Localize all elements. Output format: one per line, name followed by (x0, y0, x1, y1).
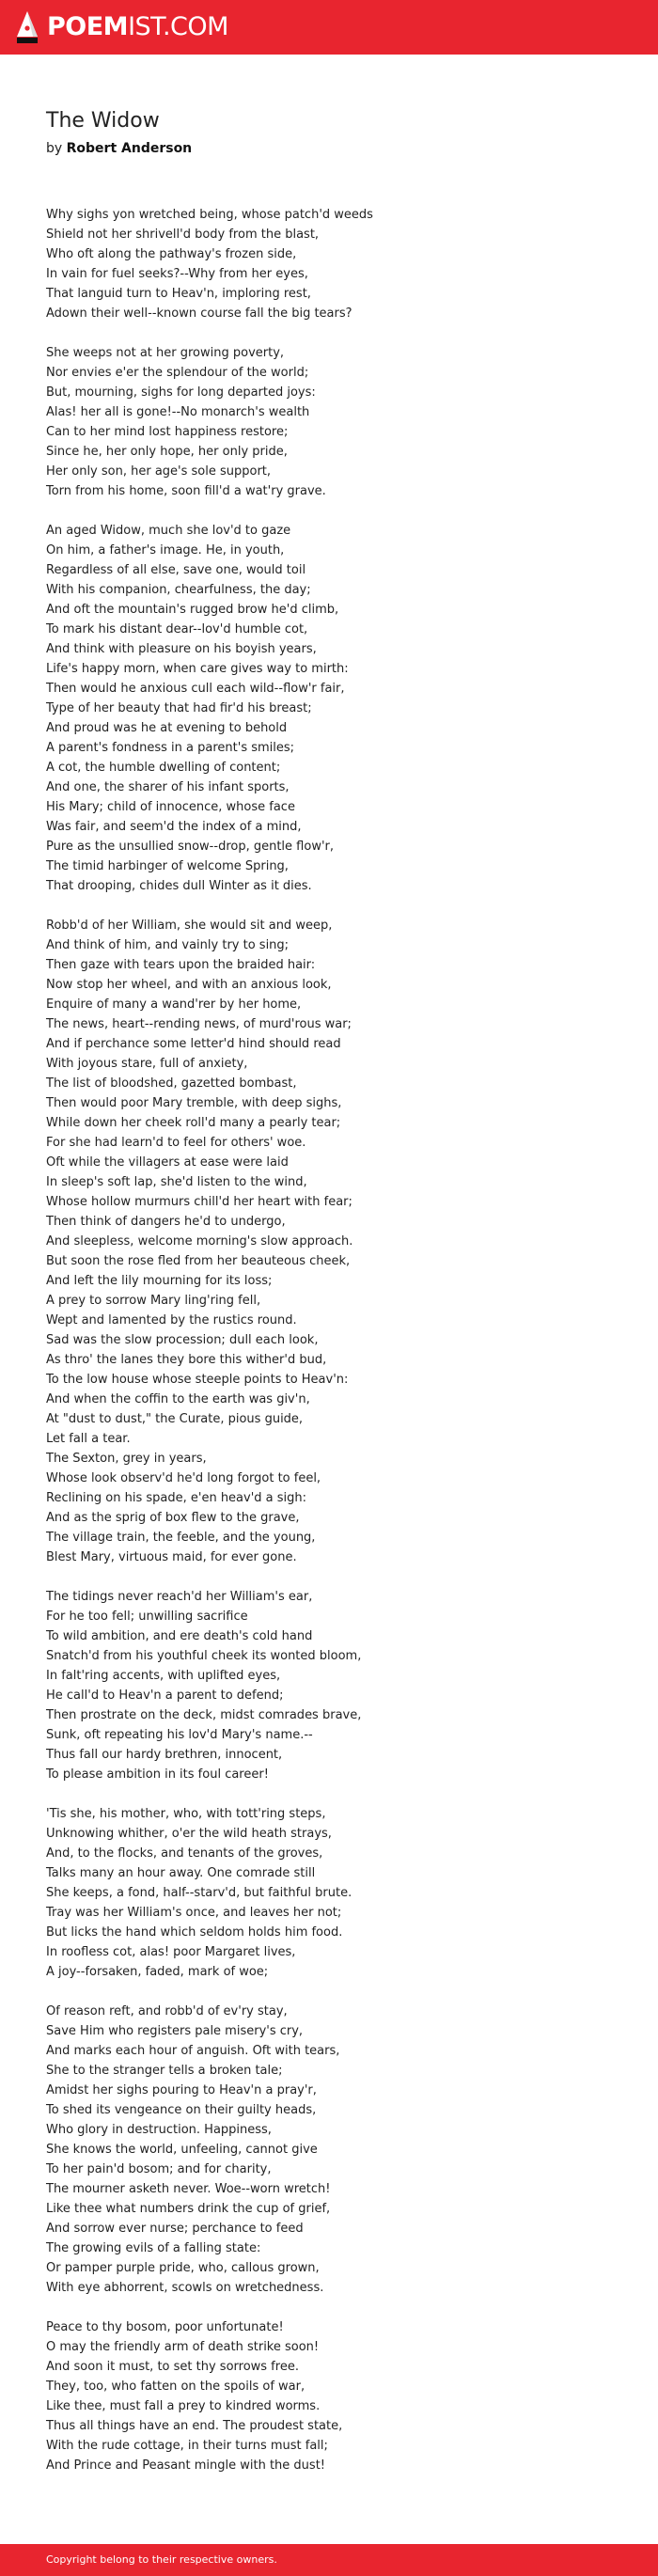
poem-line: That languid turn to Heav'n, imploring rest, (46, 287, 311, 301)
poem-line: And when the coffin to the earth was giv'n, (46, 1392, 310, 1406)
poem-line: Amidst her sighs pouring to Heav'n a pray'r, (46, 2083, 317, 2097)
poem-line: Now stop her wheel, and with an anxious look, (46, 978, 332, 992)
poem-line: And proud was he at evening to behold (46, 721, 288, 735)
poem-line: Since he, her only hope, her only pride, (46, 445, 288, 459)
poem-line: He call'd to Heav'n a parent to defend; (46, 1689, 284, 1703)
poem-line: A cot, the humble dwelling of content; (46, 761, 281, 775)
poem-stanza (46, 521, 629, 896)
poem-line: Can to her mind lost happiness restore; (46, 425, 289, 439)
poem-line: Then think of dangers he'd to undergo, (46, 1215, 286, 1229)
poem-line: And think of him, and vainly try to sing; (46, 938, 290, 952)
poem-line: And left the lily mourning for its loss; (46, 1274, 273, 1288)
poem-line: To mark his distant dear--lov'd humble cot, (46, 622, 308, 636)
poem-line: She weeps not at her growing poverty, (46, 346, 285, 360)
poem-line: Then gaze with tears upon the braided hair: (46, 958, 316, 972)
poem-line: And sorrow ever nurse; perchance to feed (46, 2222, 304, 2236)
poem-stanza (46, 1587, 629, 1784)
poem-line: Wept and lamented by the rustics round. (46, 1313, 297, 1327)
poem-line: And if perchance some letter'd hind should read (46, 1037, 341, 1051)
poem-line: As thro' the lanes they bore this wither'd bud, (46, 1353, 327, 1367)
poem-line: And, to the flocks, and tenants of the groves, (46, 1846, 323, 1861)
poem-line: Her only son, her age's sole support, (46, 464, 272, 479)
poem-line: And marks each hour of anguish. Oft with tears, (46, 2044, 340, 2058)
poem-stanza (46, 2002, 629, 2298)
poem-line: For she had learn'd to feel for others' woe. (46, 1136, 306, 1150)
poem-line: And as the sprig of box flew to the grave, (46, 1511, 300, 1525)
poem-line: She knows the world, unfeeling, cannot give (46, 2143, 318, 2157)
site-footer (0, 2544, 658, 2576)
poem-line: And sleepless, welcome morning's slow approach. (46, 1234, 353, 1249)
poem-line: They, too, who fatten on the spoils of war, (46, 2380, 306, 2394)
poem-line: On him, a father's image. He, in youth, (46, 543, 285, 558)
poem-line: And think with pleasure on his boyish years, (46, 642, 317, 656)
poem-line: Let fall a tear. (46, 1432, 131, 1446)
poem-line: Unknowing whither, o'er the wild heath strays, (46, 1827, 332, 1841)
poem-line: Robb'd of her William, she would sit and weep, (46, 919, 333, 933)
logo-text (47, 10, 228, 44)
poem-line: Adown their well--known course fall the big tears? (46, 306, 352, 321)
poem-line: Sunk, oft repeating his lov'd Mary's name.-- (46, 1728, 313, 1742)
poem-line: To the low house whose steeple points to Heav'n: (46, 1373, 349, 1387)
poem-line: To wild ambition, and ere death's cold hand (46, 1629, 313, 1643)
poem-line: Then would poor Mary tremble, with deep sighs, (46, 1096, 342, 1110)
poem-line: Blest Mary, virtuous maid, for ever gone. (46, 1550, 297, 1564)
poem-line: An aged Widow, much she lov'd to gaze (46, 524, 291, 538)
poem-line: In vain for fuel seeks?--Why from her eyes, (46, 267, 308, 281)
poem-line: To shed its vengeance on their guilty heads, (46, 2103, 317, 2117)
poem-line: Like thee what numbers drink the cup of grief, (46, 2202, 331, 2216)
poem-line: With the rude cottage, in their turns must fall; (46, 2439, 328, 2453)
poem-line: Was fair, and seem'd the index of a mind, (46, 820, 302, 834)
poem-body (46, 205, 629, 2495)
poem-line: The list of bloodshed, gazetted bombast, (46, 1076, 297, 1091)
poem-line: Peace to thy bosom, poor unfortunate! (46, 2320, 284, 2334)
poem-line: And oft the mountain's rugged brow he'd climb, (46, 603, 339, 617)
poem-line: The Sexton, grey in years, (46, 1452, 207, 1466)
author-link[interactable]: Robert Anderson (66, 141, 193, 156)
poem-line: Tray was her William's once, and leaves her not; (46, 1906, 342, 1920)
poem-line: A joy--forsaken, faded, mark of woe; (46, 1965, 269, 1979)
poem-line: But soon the rose fled from her beauteous cheek, (46, 1254, 351, 1268)
site-header (0, 0, 658, 55)
poem-line: Of reason reft, and robb'd of ev'ry stay, (46, 2004, 288, 2018)
poem-line: With eye abhorrent, scowls on wretchedness. (46, 2281, 324, 2295)
poem-line: 'Tis she, his mother, who, with tott'ring steps, (46, 1807, 326, 1821)
poem-line: Alas! her all is gone!--No monarch's wealth (46, 405, 310, 419)
poem-line: But, mourning, sighs for long departed joys: (46, 385, 316, 400)
poem-line: O may the friendly arm of death strike soon! (46, 2340, 320, 2354)
poem-line: The timid harbinger of welcome Spring, (46, 859, 289, 873)
poem-stanza (46, 1804, 629, 1982)
poem-stanza (46, 916, 629, 1567)
byline (46, 139, 192, 158)
poem-line: But licks the hand which seldom holds him food. (46, 1925, 343, 1940)
poem-line: His Mary; child of innocence, whose face (46, 800, 295, 814)
poem-line: With his companion, chearfulness, the day; (46, 583, 311, 597)
poem-line: Oft while the villagers at ease were laid (46, 1155, 289, 1170)
poem-line: Thus fall our hardy brethren, innocent, (46, 1748, 283, 1762)
poem-line: She keeps, a fond, half--starv'd, but faithful brute. (46, 1886, 352, 1900)
poem-line: Sad was the slow procession; dull each look, (46, 1333, 319, 1347)
poem-line: At "dust to dust," the Curate, pious guide, (46, 1412, 304, 1426)
poem-line: Nor envies e'er the splendour of the world; (46, 366, 309, 380)
poem-line: Then prostrate on the deck, midst comrades brave, (46, 1708, 362, 1722)
poem-line: Talks many an hour away. One comrade still (46, 1866, 316, 1880)
poem-line: To her pain'd bosom; and for charity, (46, 2162, 272, 2176)
poem-line: With joyous stare, full of anxiety, (46, 1057, 248, 1071)
poem-line: Why sighs yon wretched being, whose patch'd weeds (46, 208, 373, 222)
poem-line: A parent's fondness in a parent's smiles; (46, 741, 295, 755)
poem-line: Regardless of all else, save one, would toil (46, 563, 306, 577)
by-label: by (46, 141, 63, 156)
poem-line: Like thee, must fall a prey to kindred worms. (46, 2399, 321, 2413)
poem-line: A prey to sorrow Mary ling'ring fell, (46, 1294, 261, 1308)
poem-line: For he too fell; unwilling sacrifice (46, 1610, 248, 1624)
poem-stanza (46, 205, 629, 323)
poem-line: Who oft along the pathway's frozen side, (46, 247, 297, 261)
poem-line: The mourner asketh never. Woe--worn wretch! (46, 2182, 331, 2196)
poem-title: The Widow (46, 109, 160, 133)
poem-line: Snatch'd from his youthful cheek its wonted bloom, (46, 1649, 362, 1663)
poem-line: Shield not her shrivell'd body from the blast, (46, 228, 320, 242)
poem-line: Whose look observ'd he'd long forgot to feel, (46, 1471, 321, 1485)
poem-line: The news, heart--rending news, of murd'rous war; (46, 1017, 352, 1031)
poem-stanza (46, 343, 629, 501)
poem-line: In sleep's soft lap, she'd listen to the wind, (46, 1175, 307, 1189)
poem-line: That drooping, chides dull Winter as it dies. (46, 879, 312, 893)
poem-line: Or pamper purple pride, who, callous grown, (46, 2261, 320, 2275)
poem-line: Then would he anxious cull each wild--flow'r fair, (46, 682, 345, 696)
poem-line: The tidings never reach'd her William's ear, (46, 1590, 313, 1604)
poem-line: Reclining on his spade, e'en heav'd a sigh: (46, 1491, 307, 1505)
pen-nib-icon (15, 10, 39, 44)
poem-line: In roofless cot, alas! poor Margaret lives, (46, 1945, 296, 1959)
logo-text-light: IST.COM (128, 12, 228, 41)
site-logo[interactable] (15, 10, 228, 44)
poem-line: Type of her beauty that had fir'd his breast; (46, 701, 312, 715)
poem-line: She to the stranger tells a broken tale; (46, 2064, 283, 2078)
poem-line: Save Him who registers pale misery's cry, (46, 2024, 304, 2038)
poem-line: And Prince and Peasant mingle with the dust! (46, 2458, 326, 2473)
poem-line: To please ambition in its foul career! (46, 1767, 269, 1782)
poem-line: While down her cheek roll'd many a pearly tear; (46, 1116, 341, 1130)
poem-line: And soon it must, to set thy sorrows free. (46, 2360, 299, 2374)
poem-line: Who glory in destruction. Happiness, (46, 2123, 272, 2137)
poem-line: Thus all things have an end. The proudest state, (46, 2419, 343, 2433)
poem-line: And one, the sharer of his infant sports, (46, 780, 290, 794)
poem-line: Enquire of many a wand'rer by her home, (46, 997, 302, 1012)
poem-line: Whose hollow murmurs chill'd her heart with fear; (46, 1195, 352, 1209)
poem-line: Life's happy morn, when care gives way to mirth: (46, 662, 349, 676)
poem-stanza (46, 2317, 629, 2475)
logo-text-bold: POEM (47, 12, 129, 41)
poem-line: The village train, the feeble, and the young, (46, 1531, 316, 1545)
copyright-notice: Copyright belong to their respective owners. (46, 2553, 277, 2566)
poem-line: Pure as the unsullied snow--drop, gentle flow'r, (46, 840, 335, 854)
poem-line: Torn from his home, soon fill'd a wat'ry grave. (46, 484, 326, 498)
poem-line: The growing evils of a falling state: (46, 2241, 261, 2255)
poem-line: In falt'ring accents, with uplifted eyes, (46, 1669, 281, 1683)
